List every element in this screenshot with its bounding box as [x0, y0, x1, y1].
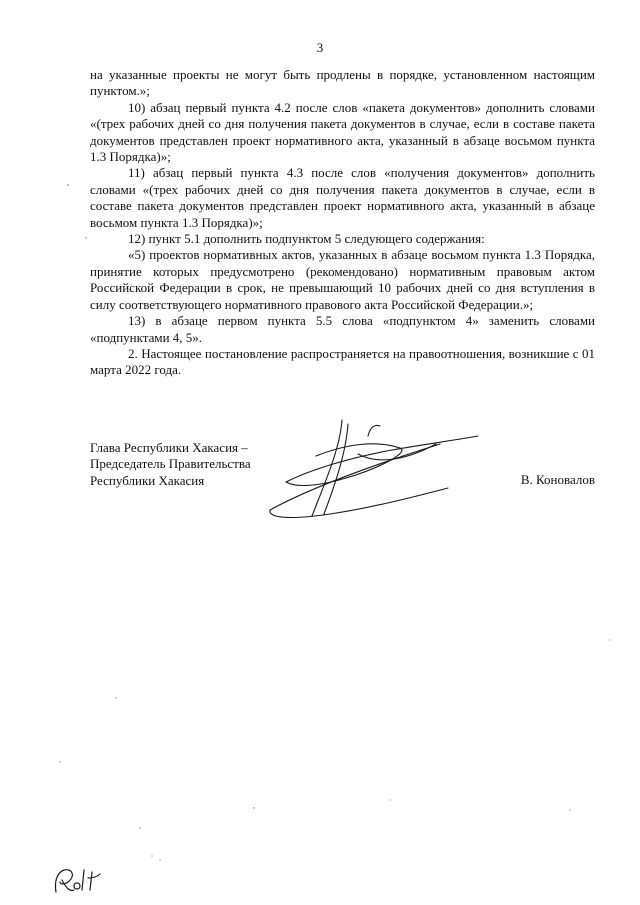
paragraph-continuation: на указанные проекты не могут быть продлены в порядке, установленном настоящим пунктом.»;	[90, 67, 595, 99]
paragraph-item-13: 13) в абзаце первом пункта 5.5 слова «подпунктом 4» заменить словами «подпунктами 4, 5».	[90, 313, 595, 345]
signatory-name: В. Коновалов	[520, 472, 595, 487]
signatory-title-line: Председатель Правительства	[90, 456, 251, 472]
handwritten-signature	[250, 418, 490, 538]
page-number: 3	[316, 40, 324, 55]
paragraph-clause-2: 2. Настоящее постановление распространяется на правоотношения, возникшие с 01 марта 2022 года.	[90, 345, 595, 378]
handwritten-initials	[50, 866, 110, 896]
signature-block	[90, 440, 595, 550]
paragraph-item-11: 11) абзац первый пункта 4.3 после слов «получения документов» дополнить словами «(трех рабочих дней со дня получения пакета документов в случае, если в составе пакета документов представлен проект нормативного акта, указанный в абзаце восьмом пункта 1.3 Порядка)»;	[90, 165, 595, 230]
signatory-title-line: Республики Хакасия	[90, 472, 205, 488]
paragraph-item-12: 12) пункт 5.1 дополнить подпунктом 5 следующего содержания:	[128, 231, 485, 247]
paragraph-item-10: 10) абзац первый пункта 4.2 после слов «пакета документов» дополнить словами «(трех рабочих дней со дня получения пакета документов в случае, если в составе пакета документов представлен проект нормативного акта, указанный в абзаце восьмом пункта 1.3 Порядка)»;	[90, 99, 595, 165]
document-body	[90, 67, 595, 379]
signatory-title	[90, 440, 251, 489]
paragraph-subitem-5: «5) проектов нормативных актов, указанных в абзаце восьмом пункта 1.3 Порядка, принятие которых предусмотрено (рекомендовано) нормативным правовым актом Российской Федерации в срок, не превышающий 10 рабочих дней со дня вступления в силу соответствующего нормативного правового акта Российской Федерации.»;	[90, 247, 595, 312]
signatory-title-line: Глава Республики Хакасия –	[90, 440, 248, 455]
